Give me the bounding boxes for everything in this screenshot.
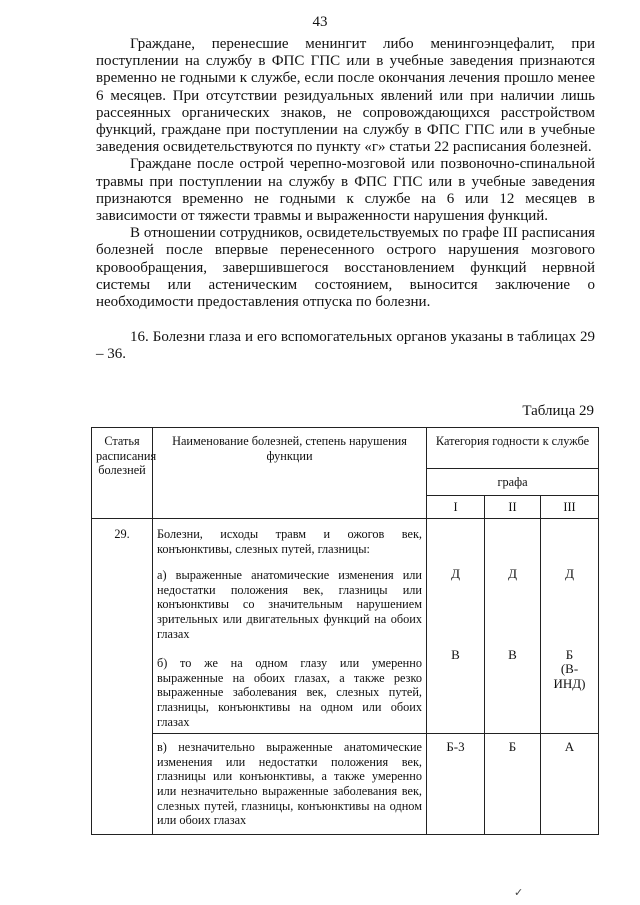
body-text <box>96 36 595 364</box>
row-c-col-3: А <box>541 734 599 835</box>
page-number: 43 <box>312 14 328 30</box>
row-c-col-1: Б-3 <box>427 734 485 835</box>
table-row <box>92 519 599 734</box>
row-b-col-1: В <box>451 646 460 662</box>
row-ab-col-3 <box>541 519 599 734</box>
row-intro: Болезни, исходы травм и ожогов век, конъюнктивы, слезных путей, глазницы: <box>157 527 422 556</box>
row-a-col-2: Д <box>508 566 517 581</box>
row-b-col-2: В <box>508 646 517 662</box>
row-description <box>153 519 427 734</box>
row-ab-col-2 <box>485 519 541 734</box>
header-col-2: II <box>485 496 541 519</box>
header-article: Статья расписания болезней <box>92 428 153 519</box>
header-col-1: I <box>427 496 485 519</box>
header-category: Категория годности к службе <box>427 428 599 469</box>
pen-mark: ✓ <box>514 887 524 899</box>
row-c-text: в) незначительно выраженные анатомические изменения или недостатки положения век, глазницы или конъюнктивы, а также умеренно или незначительно выраженные заболевания век, слезных путей, глазницы, конъюнктивы на одном или обоих глазах <box>153 734 427 835</box>
header-col-3: III <box>541 496 599 519</box>
row-b-col-3-extra: (В-ИНД) <box>553 661 586 691</box>
row-a-col-1: Д <box>451 566 460 581</box>
table-29 <box>91 427 599 835</box>
paragraph-meningitis: Граждане, перенесшие менингит либо менингоэнцефалит, при поступлении на службу в ФПС ГПС или в учебные заведения признаются временно не годными к службе, если после окончания лечения прошло менее 6 месяцев. При отсутствии резидуальных явлений или при наличии лишь рассеянных органических знаков, не сопровождающихся расстройством функций, граждане при поступлении на службу в ФПС ГПС или в учебные заведения освидетельствуются по пункту «г» статьи 22 расписания болезней. <box>96 36 595 156</box>
table-row <box>92 734 599 835</box>
paragraph-item-16: 16. Болезни глаза и его вспомогательных органов указаны в таблицах 29 – 36. <box>96 329 595 363</box>
row-c-col-2: Б <box>485 734 541 835</box>
row-b-text: б) то же на одном глазу или умеренно выраженные на обоих глазах, а также резко выраженные заболевания век, слезных путей, глазницы, конъюнктивы на одном или обоих глазах <box>157 656 422 729</box>
paragraph-stroke: В отношении сотрудников, освидетельствуемых по графе III расписания болезней после впервые перенесенного острого нарушения мозгового кровообращения, завершившегося восстановлением функций нервной системы или астеническим состоянием, выносится заключение о необходимости предоставления отпуска по болезни. <box>96 225 595 311</box>
row-b-col-3: Б <box>565 646 574 662</box>
row-ab-col-1 <box>427 519 485 734</box>
header-grafa: графа <box>427 469 599 496</box>
row-a-text: а) выраженные анатомические изменения или недостатки положения век, глазницы или конъюнктивы со значительным нарушением зрительных или двигательных функций на обоих глазах <box>157 568 422 641</box>
paragraph-trauma: Граждане после острой черепно-мозговой или позвоночно-спинальной травмы при поступлении на службу в ФПС ГПС или в учебные заведения признаются временно не годными к службе на 6 или 12 месяцев в зависимости от тяжести травмы и выраженности нарушения функций. <box>96 156 595 225</box>
header-disease-name: Наименование болезней, степень нарушения функции <box>153 428 427 519</box>
article-number: 29. <box>92 519 153 835</box>
table-caption: Таблица 29 <box>522 403 594 419</box>
row-a-col-3: Д <box>565 566 574 581</box>
table-header-row <box>92 428 599 469</box>
